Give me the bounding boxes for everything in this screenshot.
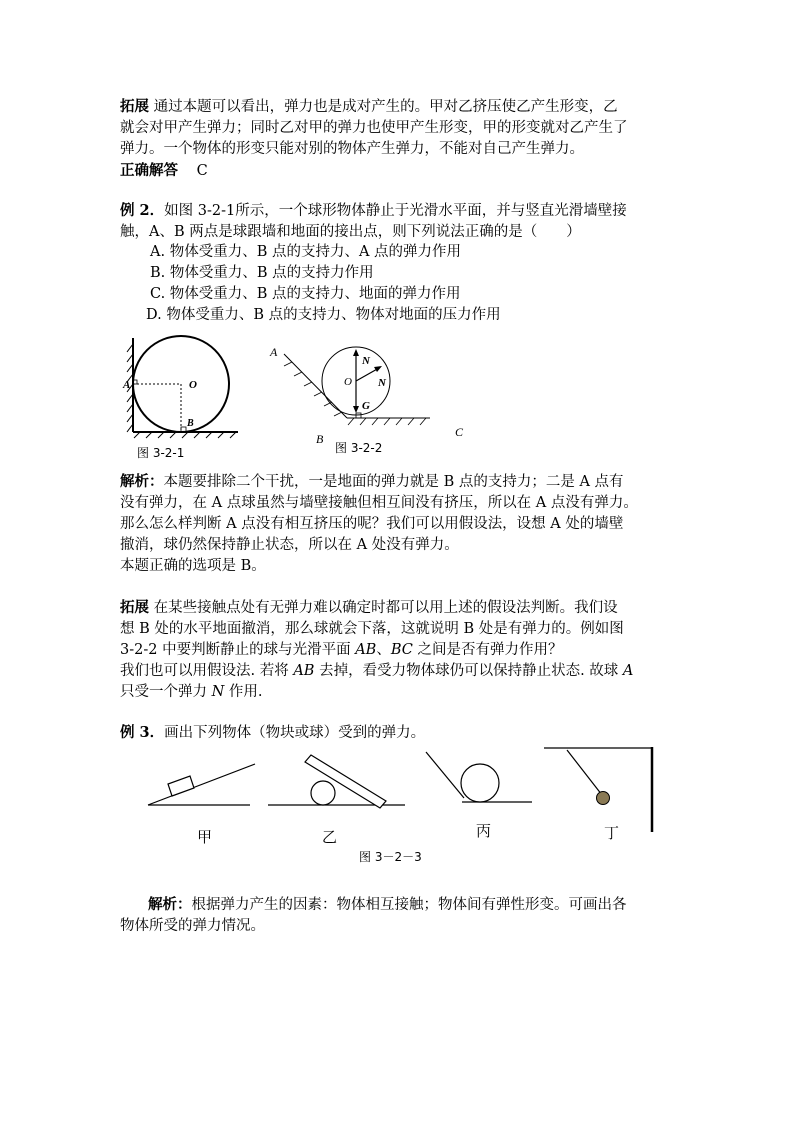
option-d: D. 物体受重力、B 点的支持力、物体对地面的压力作用 bbox=[146, 307, 501, 323]
fig2-label-g: G bbox=[362, 400, 370, 412]
extension-paragraph-1: 拓展 通过本题可以看出，弹力也是成对产生的。甲对乙挤压使乙产生形变，乙 就会对甲产生弹力；同时乙对甲的弹力也使甲产生形变，甲的形变就对乙产生了 弹力。一个物体的形变只能对别的物体产生弹力，不能对自己产生弹力。 bbox=[120, 98, 628, 157]
fig1-label-a: A bbox=[123, 379, 131, 391]
figure-3-2-3-caption: 图 3－2－3 bbox=[359, 850, 422, 864]
analysis-2-conclusion: 本题正确的选项是 B。 bbox=[120, 558, 266, 574]
fig2-label-b: B bbox=[316, 432, 324, 446]
analysis-2: 解析：本题要排除二个干扰，一是地面的弹力就是 B 点的支持力；二是 A 点有 没有弹力，在 A 点球虽然与墙壁接触但相互间没有挤压，所以在 A 点没有弹力。 那么怎么样判断 A 点没有相互挤压的呢？我们可以用假设法，设想 A 处的墙壁 撤消，球仍然保持静止状态，所以在 A 处没有弹力。 本题正确的选项是 B。 bbox=[120, 473, 638, 574]
figure-3-2-3 bbox=[140, 742, 660, 834]
example-2-question: 例 2．如图 3-2-1所示，一个球形物体静止于光滑水平面，并与竖直光滑墙壁接 触，A、B 两点是球跟墙和地面的接出点，则下列说法正确的是（ ） bbox=[120, 202, 627, 240]
figure-3-2-2-caption: 图 3-2-2 bbox=[335, 441, 383, 455]
option-a: A. 物体受重力、B 点的支持力、A 点的弹力作用 bbox=[150, 244, 462, 260]
diagram-jia bbox=[148, 764, 255, 805]
example-2-label: 例 2． bbox=[120, 202, 165, 219]
example-3-question: 例 3．画出下列物体（物块或球）受到的弹力。 bbox=[120, 724, 426, 741]
analysis-3-label: 解析： bbox=[148, 896, 192, 913]
figure-3-2-2 bbox=[262, 338, 474, 448]
extension-paragraph-2: 拓展 在某些接触点处有无弹力难以确定时都可以用上述的假设法判断。我们设 想 B 处的水平地面撤消，那么球就会下落，这就说明 B 处是有弹力的。例如图 3-2-2 中要判断静止的球与光滑平面 AB、BC 之间是否有弹力作用？ 我们也可以用假设法. 若将 AB 去掉，看受力物体球仍可以保持静止状态. 故球 A 只受一个弹力 N 作用. bbox=[120, 599, 634, 700]
fig2-label-n1: N bbox=[362, 355, 370, 367]
extension-label: 拓展 bbox=[120, 98, 149, 115]
fig2-label-a: A bbox=[270, 345, 278, 359]
fig2-label-c: C bbox=[455, 425, 464, 439]
option-b: B. 物体受重力、B 点的支持力作用 bbox=[150, 265, 374, 281]
figure-3-2-1-caption: 图 3-2-1 bbox=[137, 446, 185, 460]
answer-value: C bbox=[196, 163, 208, 179]
analysis-2-label: 解析： bbox=[120, 473, 164, 490]
figure-3-2-1 bbox=[118, 334, 243, 440]
fig3-label-jia: 甲 bbox=[197, 828, 213, 846]
correct-answer: 正确解答 C bbox=[120, 162, 208, 179]
fig3-label-ding: 丁 bbox=[604, 824, 620, 842]
fig1-label-o: O bbox=[189, 379, 197, 391]
diagram-yi bbox=[268, 755, 405, 808]
example-3-label: 例 3． bbox=[120, 724, 165, 741]
diagram-ding bbox=[544, 747, 652, 832]
fig2-label-n2: N bbox=[378, 377, 386, 389]
fig3-label-bing: 丙 bbox=[476, 822, 492, 840]
fig2-label-o: O bbox=[344, 376, 352, 388]
fig1-label-b: B bbox=[187, 418, 194, 429]
analysis-3: 解析：根据弹力产生的因素：物体相互接触；物体间有弹性形变。可画出各 物体所受的弹力情况。 bbox=[120, 896, 627, 934]
option-c: C. 物体受重力、B 点的支持力、地面的弹力作用 bbox=[150, 286, 461, 302]
fig3-label-yi: 乙 bbox=[322, 828, 338, 846]
diagram-bing bbox=[426, 752, 532, 802]
